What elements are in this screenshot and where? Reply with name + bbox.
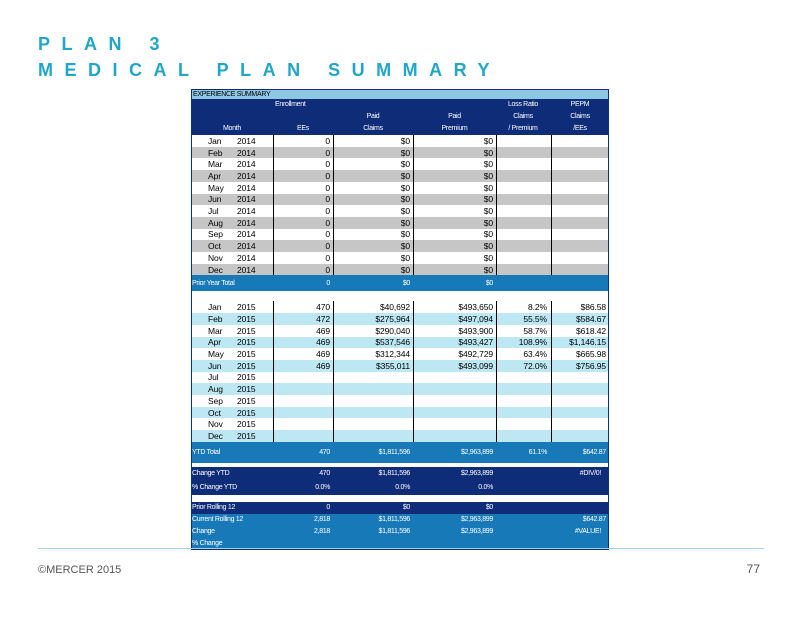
claims-cell xyxy=(333,383,413,395)
premium-cell: $0 xyxy=(483,135,493,146)
change-ytd-claims: $1,811,596 xyxy=(378,470,410,478)
claims-cell: $0 xyxy=(400,194,410,205)
year-cell: 2014 xyxy=(237,241,256,252)
month-cell: Sep xyxy=(208,395,223,406)
year-cell: 2015 xyxy=(237,360,256,371)
pct-change-rolling-label: % Change xyxy=(192,540,223,548)
ees-cell: 0 xyxy=(325,147,330,158)
ees-cell: 0 xyxy=(325,241,330,252)
header-row-3 xyxy=(191,122,609,135)
change-rolling-pepm: #VALUE! xyxy=(574,528,601,536)
blank-cell xyxy=(496,252,609,264)
section-title: EXPERIENCE SUMMARY xyxy=(193,90,271,98)
ees-cell: 0 xyxy=(325,252,330,263)
paid-premium-subheader: Paid xyxy=(448,112,461,120)
column-divider xyxy=(551,135,552,275)
premium-cell: $493,427 xyxy=(458,337,493,348)
month-cell: Sep xyxy=(208,229,223,240)
column-divider xyxy=(551,301,552,441)
table-row xyxy=(191,407,609,419)
change-ytd-ees: 470 xyxy=(319,470,330,478)
pepm-cell: $1,146.15 xyxy=(569,337,606,348)
loss-ratio-cell xyxy=(496,430,550,442)
change-rolling-premium: $2,963,899 xyxy=(460,528,493,536)
blank-cell xyxy=(496,170,609,182)
prior-rolling-ees: 0 xyxy=(326,504,330,512)
month-cell: May xyxy=(208,182,224,193)
page-title-line2: MEDICAL PLAN SUMMARY xyxy=(38,60,501,80)
premium-cell: $493,650 xyxy=(458,302,493,313)
ees-cell xyxy=(273,430,333,442)
page-title-line1: PLAN 3 xyxy=(38,34,172,54)
claims-cell: $40,692 xyxy=(379,302,410,313)
premium-cell xyxy=(413,430,496,442)
table-row xyxy=(191,182,609,194)
pepm-cell: $584.67 xyxy=(575,313,606,324)
loss-ratio-cell: 108.9% xyxy=(518,337,547,348)
column-divider xyxy=(333,135,334,275)
page-number: 77 xyxy=(746,562,760,576)
claims-cell: $355,011 xyxy=(375,360,410,371)
year-cell: 2014 xyxy=(237,264,256,275)
claims-cell: $0 xyxy=(400,252,410,263)
column-divider xyxy=(273,135,274,275)
claims-cell xyxy=(333,395,413,407)
loss-ratio-cell xyxy=(496,395,550,407)
year-cell: 2014 xyxy=(237,182,256,193)
premium-cell xyxy=(413,372,496,384)
ytd-total-claims: $1,811,596 xyxy=(378,448,410,456)
claims-cell: $0 xyxy=(400,182,410,193)
table-row xyxy=(191,240,609,252)
year-cell: 2014 xyxy=(237,252,256,263)
ees-cell: 0 xyxy=(325,170,330,181)
month-cell: Mar xyxy=(208,325,223,336)
change-ytd-label: Change YTD xyxy=(192,470,230,478)
month-cell: Aug xyxy=(208,217,223,228)
table-row xyxy=(191,205,609,217)
ees-cell: 472 xyxy=(316,313,330,324)
year-cell: 2014 xyxy=(237,147,256,158)
table-row xyxy=(191,313,609,325)
change-rolling-label: Change xyxy=(192,528,215,536)
prior-rolling-premium: $0 xyxy=(485,504,493,512)
claims-cell: $0 xyxy=(400,217,410,228)
table-row xyxy=(191,194,609,206)
pct-change-ytd-row xyxy=(191,481,609,495)
blank-cell xyxy=(496,194,609,206)
paid-claims-subheader: Paid xyxy=(366,112,380,120)
ees-cell: 0 xyxy=(325,194,330,205)
year-cell: 2015 xyxy=(237,395,256,406)
pepm-header: PEPM xyxy=(570,101,590,108)
month-cell: Dec xyxy=(208,430,223,441)
current-rolling-pepm: $642.87 xyxy=(582,516,606,524)
table-row xyxy=(191,264,609,276)
blank-cell xyxy=(496,135,609,147)
month-cell: Jan xyxy=(208,135,222,146)
claims-col-header: Claims xyxy=(363,125,383,132)
month-cell: Apr xyxy=(208,337,221,348)
blank-cell xyxy=(496,264,609,276)
year-cell: 2015 xyxy=(237,384,256,395)
column-divider xyxy=(413,301,414,441)
premium-cell: $0 xyxy=(483,159,493,170)
claims-cell xyxy=(333,407,413,419)
year-cell: 2015 xyxy=(237,419,256,430)
claims-cell: $0 xyxy=(400,159,410,170)
enrollment-header: Enrollment xyxy=(275,101,306,108)
month-cell: Dec xyxy=(208,264,223,275)
claims-cell: $0 xyxy=(400,206,410,217)
blank-cell xyxy=(496,147,609,159)
premium-cell: $0 xyxy=(483,182,493,193)
ees-cell xyxy=(273,395,333,407)
table-row xyxy=(191,158,609,170)
premium-cell xyxy=(413,407,496,419)
year-cell: 2014 xyxy=(237,194,256,205)
year-cell: 2014 xyxy=(237,206,256,217)
month-cell: Nov xyxy=(208,252,223,263)
prior-total-claims: $0 xyxy=(402,279,410,287)
premium-cell: $0 xyxy=(483,217,493,228)
month-cell: Apr xyxy=(208,170,221,181)
table-row xyxy=(191,170,609,182)
header-row-2 xyxy=(191,110,609,122)
month-cell: Nov xyxy=(208,419,223,430)
table-row xyxy=(191,372,609,384)
ytd-total-loss: 61.1% xyxy=(528,448,547,456)
claims-cell xyxy=(333,430,413,442)
claims-cell: $0 xyxy=(400,147,410,158)
experience-summary-table xyxy=(191,89,609,548)
ees-cell: 469 xyxy=(316,337,330,348)
month-cell: Jul xyxy=(208,372,219,383)
premium-ratio-col-header: / Premium xyxy=(508,125,538,132)
ees-col-header: EEs xyxy=(297,125,309,132)
change-rolling-claims: $1,811,596 xyxy=(378,528,410,536)
premium-cell: $0 xyxy=(483,241,493,252)
change-ytd-premium: $2,963,899 xyxy=(460,470,493,478)
blank-cell xyxy=(496,240,609,252)
premium-cell: $0 xyxy=(483,170,493,181)
ees-cell xyxy=(273,418,333,430)
year-cell: 2015 xyxy=(237,430,256,441)
blank-cell xyxy=(496,205,609,217)
prior-year-total-row xyxy=(191,275,609,291)
year-cell: 2014 xyxy=(237,217,256,228)
pepm-cell: $618.42 xyxy=(575,325,606,336)
table-row xyxy=(191,395,609,407)
change-ytd-row xyxy=(191,467,609,481)
loss-claims-subheader: Claims xyxy=(513,112,533,120)
current-rolling-ees: 2,818 xyxy=(313,516,330,524)
claims-cell: $312,344 xyxy=(375,349,410,360)
table-row xyxy=(191,360,609,372)
claims-cell: $0 xyxy=(400,241,410,252)
table-row xyxy=(191,229,609,241)
pepm-claims-subheader: Claims xyxy=(570,112,590,120)
loss-ratio-cell: 58.7% xyxy=(523,325,547,336)
table-row xyxy=(191,383,609,395)
claims-cell xyxy=(333,418,413,430)
pepm-cell: $665.98 xyxy=(575,349,606,360)
column-divider xyxy=(333,301,334,441)
claims-cell: $275,964 xyxy=(375,313,410,324)
change-ytd-pepm: #DIV/0! xyxy=(579,470,601,478)
premium-cell: $0 xyxy=(483,206,493,217)
ees-cell: 0 xyxy=(325,206,330,217)
ytd-total-row xyxy=(191,442,609,463)
table-row xyxy=(191,418,609,430)
table-row xyxy=(191,301,609,313)
pct-change-ytd-premium: 0.0% xyxy=(478,484,493,492)
claims-cell: $0 xyxy=(400,135,410,146)
pct-change-ytd-claims: 0.0% xyxy=(395,484,410,492)
premium-cell: $497,094 xyxy=(458,313,493,324)
ytd-total-pepm: $642.87 xyxy=(582,448,606,456)
change-rolling-ees: 2,818 xyxy=(313,528,330,536)
column-divider xyxy=(413,135,414,275)
year-cell: 2015 xyxy=(237,337,256,348)
table-row xyxy=(191,337,609,349)
month-cell: Feb xyxy=(208,147,223,158)
claims-cell xyxy=(333,372,413,384)
year-cell: 2015 xyxy=(237,349,256,360)
blank-cell xyxy=(496,182,609,194)
ees-cell xyxy=(273,383,333,395)
premium-cell xyxy=(413,383,496,395)
month-col-header: Month xyxy=(223,125,241,132)
month-cell: May xyxy=(208,349,224,360)
month-cell: Feb xyxy=(208,313,223,324)
pepm-cell: $86.58 xyxy=(580,302,606,313)
pepm-cell xyxy=(551,418,609,430)
table-row xyxy=(191,217,609,229)
claims-cell: $0 xyxy=(400,229,410,240)
year-cell: 2015 xyxy=(237,313,256,324)
column-divider xyxy=(496,301,497,441)
current-rolling-row xyxy=(191,514,609,526)
loss-ratio-header: Loss Ratio xyxy=(507,101,539,108)
blank-cell xyxy=(496,229,609,241)
year-cell: 2015 xyxy=(237,372,256,383)
year-cell: 2014 xyxy=(237,229,256,240)
loss-ratio-cell xyxy=(496,407,550,419)
year-cell: 2014 xyxy=(237,170,256,181)
table-row xyxy=(191,325,609,337)
ees-cell: 0 xyxy=(325,135,330,146)
ees-cell: 0 xyxy=(325,229,330,240)
ees-cell: 470 xyxy=(316,302,330,313)
premium-cell: $0 xyxy=(483,147,493,158)
ytd-total-label: YTD Total xyxy=(192,448,220,456)
month-cell: Jan xyxy=(208,302,222,313)
blank-cell xyxy=(496,217,609,229)
column-divider xyxy=(496,135,497,275)
premium-col-header: Premium xyxy=(441,125,468,132)
month-cell: Oct xyxy=(208,241,221,252)
year-cell: 2015 xyxy=(237,325,256,336)
claims-cell: $0 xyxy=(400,170,410,181)
spacer-row xyxy=(191,291,609,301)
ees-cell: 469 xyxy=(316,349,330,360)
loss-ratio-cell: 63.4% xyxy=(523,349,547,360)
premium-cell: $0 xyxy=(483,194,493,205)
pct-change-ytd-label: % Change YTD xyxy=(192,484,237,492)
table-row xyxy=(191,430,609,442)
prior-total-ees: 0 xyxy=(326,279,330,287)
column-divider xyxy=(273,301,274,441)
pepm-cell: $756.95 xyxy=(575,360,606,371)
month-cell: Aug xyxy=(208,384,223,395)
prior-rolling-row xyxy=(191,502,609,514)
claims-cell: $0 xyxy=(400,264,410,275)
prior-rolling-label: Prior Rolling 12 xyxy=(192,504,236,512)
ees-cell: 0 xyxy=(325,264,330,275)
loss-ratio-cell: 72.0% xyxy=(523,360,547,371)
ees-cell xyxy=(273,372,333,384)
premium-cell: $493,900 xyxy=(458,325,493,336)
change-rolling-row xyxy=(191,526,609,538)
footer-copyright: ©MERCER 2015 xyxy=(38,564,122,576)
table-row xyxy=(191,147,609,159)
ees-cell: 0 xyxy=(325,182,330,193)
per-ees-col-header: /EEs xyxy=(573,125,587,132)
month-cell: Jun xyxy=(208,194,222,205)
ytd-total-ees: 470 xyxy=(319,448,330,456)
pct-change-ytd-ees: 0.0% xyxy=(315,484,330,492)
ees-cell: 0 xyxy=(325,159,330,170)
pepm-cell xyxy=(551,407,609,419)
ees-cell: 469 xyxy=(316,360,330,371)
ees-cell: 469 xyxy=(316,325,330,336)
prior-total-premium: $0 xyxy=(485,279,493,287)
premium-cell: $0 xyxy=(483,229,493,240)
header-row-1 xyxy=(191,99,609,110)
loss-ratio-cell: 55.5% xyxy=(523,313,547,324)
loss-ratio-cell xyxy=(496,383,550,395)
table-row xyxy=(191,252,609,264)
spacer-row xyxy=(191,495,609,502)
prior-rolling-claims: $0 xyxy=(402,504,410,512)
month-cell: Mar xyxy=(208,159,223,170)
table-row xyxy=(191,135,609,147)
prior-total-label: Prior Year Total xyxy=(192,279,235,287)
section-title-bar xyxy=(191,89,609,99)
pepm-cell xyxy=(551,383,609,395)
premium-cell xyxy=(413,395,496,407)
ees-cell: 0 xyxy=(325,217,330,228)
loss-ratio-cell xyxy=(496,372,550,384)
current-rolling-premium: $2,963,899 xyxy=(460,516,493,524)
pepm-cell xyxy=(551,395,609,407)
claims-cell: $537,546 xyxy=(375,337,410,348)
year-cell: 2014 xyxy=(237,135,256,146)
current-rolling-claims: $1,811,596 xyxy=(378,516,410,524)
year-cell: 2015 xyxy=(237,302,256,313)
premium-cell: $492,729 xyxy=(458,349,493,360)
current-rolling-label: Current Rolling 12 xyxy=(192,516,244,524)
pepm-cell xyxy=(551,430,609,442)
month-cell: Jun xyxy=(208,360,222,371)
claims-cell: $290,040 xyxy=(375,325,410,336)
ees-cell xyxy=(273,407,333,419)
month-cell: Jul xyxy=(208,206,219,217)
year-cell: 2014 xyxy=(237,159,256,170)
loss-ratio-cell: 8.2% xyxy=(528,302,547,313)
blank-cell xyxy=(496,158,609,170)
ytd-total-premium: $2,963,899 xyxy=(460,448,493,456)
premium-cell: $0 xyxy=(483,252,493,263)
premium-cell: $493,099 xyxy=(458,360,493,371)
loss-ratio-cell xyxy=(496,418,550,430)
pepm-cell xyxy=(551,372,609,384)
year-cell: 2015 xyxy=(237,407,256,418)
month-cell: Oct xyxy=(208,407,221,418)
footer-divider xyxy=(38,548,764,549)
table-row xyxy=(191,348,609,360)
premium-cell xyxy=(413,418,496,430)
premium-cell: $0 xyxy=(483,264,493,275)
